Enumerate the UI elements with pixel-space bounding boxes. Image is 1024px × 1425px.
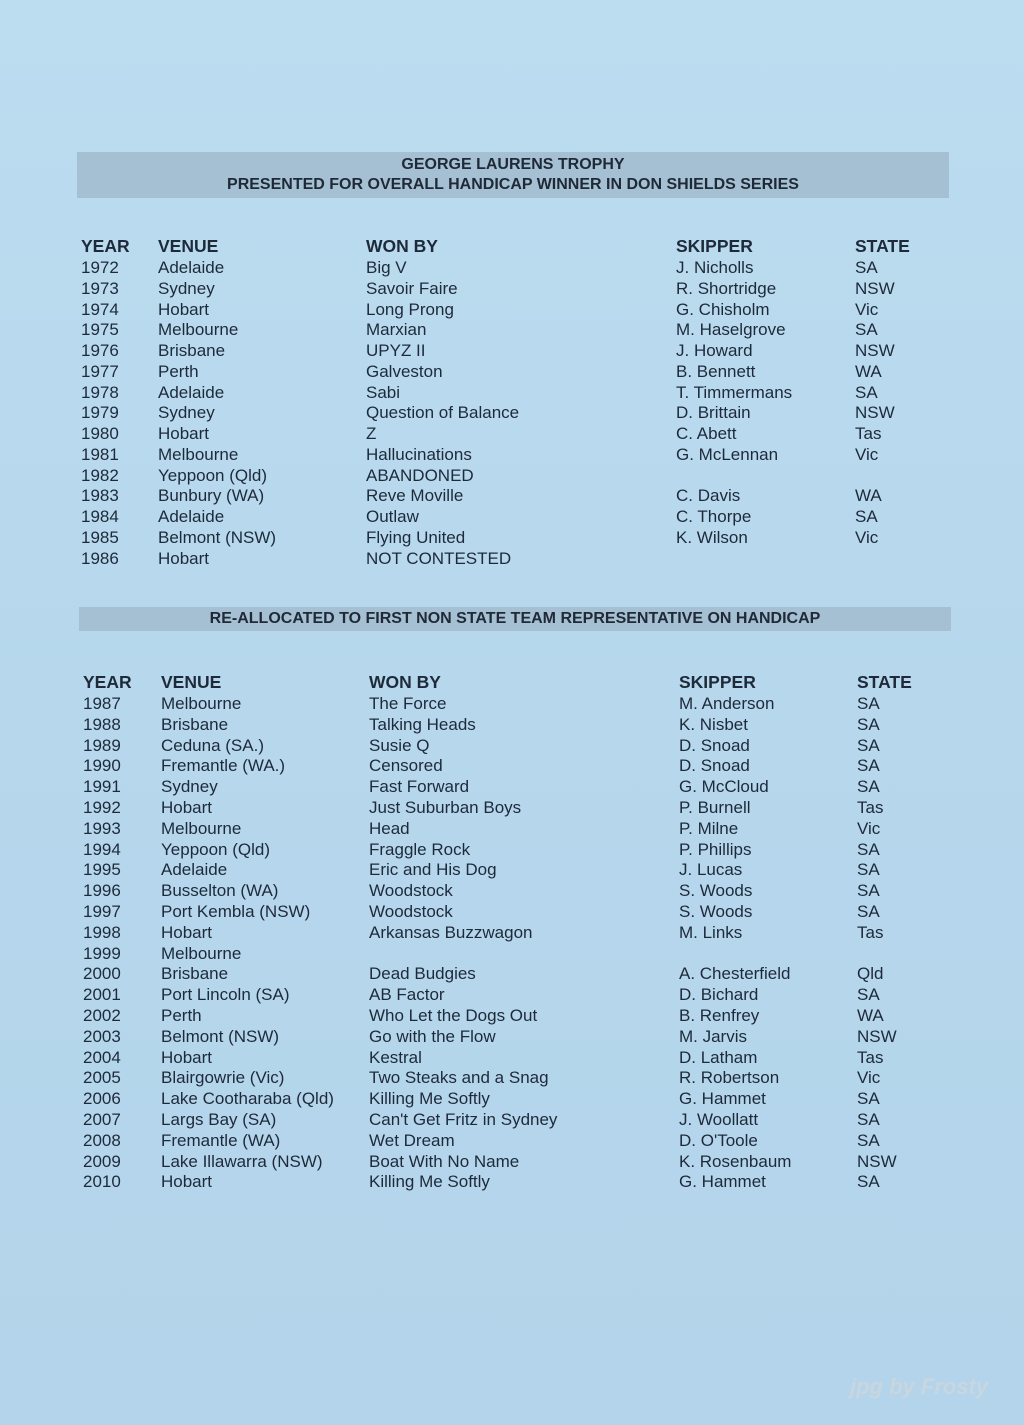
cell-won-by: The Force bbox=[369, 694, 447, 713]
table-row bbox=[0, 797, 1024, 818]
cell-skipper: M. Jarvis bbox=[679, 1026, 747, 1046]
cell-year: 1984 bbox=[81, 507, 119, 526]
cell-state: NSW bbox=[857, 1026, 897, 1046]
cell-venue: Melbourne bbox=[161, 694, 242, 713]
cell-venue: Hobart bbox=[161, 1172, 213, 1192]
cell-skipper: S. Woods bbox=[679, 902, 753, 921]
cell-skipper: T. Timmermans bbox=[676, 382, 793, 402]
cell-won-by: Z bbox=[366, 424, 377, 443]
table-row bbox=[0, 984, 1024, 1005]
table-row bbox=[0, 257, 1024, 278]
cell-year: 2009 bbox=[83, 1151, 121, 1171]
cell-year: 2003 bbox=[83, 1026, 121, 1046]
cell-won-by: Dead Budgies bbox=[369, 964, 476, 984]
cell-year: 2005 bbox=[83, 1068, 121, 1088]
table-row bbox=[0, 1130, 1024, 1151]
cell-won-by: Just Suburban Boys bbox=[369, 798, 522, 817]
cell-state: SA bbox=[857, 756, 880, 776]
cell-won-by: Two Steaks and a Snag bbox=[369, 1068, 549, 1088]
cell-state: SA bbox=[857, 1089, 880, 1109]
cell-state: SA bbox=[857, 777, 880, 797]
cell-skipper: B. Bennett bbox=[676, 361, 756, 381]
cell-venue: Belmont (NSW) bbox=[158, 527, 277, 547]
cell-year: 2001 bbox=[83, 985, 121, 1005]
cell-skipper: M. Links bbox=[679, 922, 743, 942]
table-row bbox=[0, 1151, 1024, 1172]
cell-skipper: D. Brittain bbox=[676, 403, 751, 423]
cell-venue: Brisbane bbox=[161, 964, 229, 984]
table-row bbox=[0, 839, 1024, 860]
cell-won-by: NOT CONTESTED bbox=[366, 548, 512, 568]
cell-won-by: Galveston bbox=[366, 361, 443, 381]
cell-state: Vic bbox=[855, 527, 879, 547]
section1-title-band bbox=[77, 152, 949, 198]
cell-venue: Adelaide bbox=[161, 860, 228, 880]
cell-skipper: J. Lucas bbox=[679, 860, 743, 880]
cell-state: Vic bbox=[855, 299, 879, 319]
cell-venue: Port Kembla (NSW) bbox=[161, 902, 311, 921]
cell-venue: Brisbane bbox=[161, 714, 229, 734]
cell-year: 1989 bbox=[83, 735, 121, 755]
cell-won-by: UPYZ II bbox=[366, 341, 426, 360]
cell-state: SA bbox=[857, 985, 880, 1005]
cell-state: Vic bbox=[857, 1068, 881, 1088]
cell-state: WA bbox=[855, 361, 882, 381]
table-row bbox=[0, 1088, 1024, 1109]
cell-skipper: R. Shortridge bbox=[676, 278, 777, 298]
cell-state: SA bbox=[857, 839, 880, 859]
table-row bbox=[0, 506, 1024, 527]
cell-year: 1993 bbox=[83, 818, 121, 838]
cell-year: 1974 bbox=[81, 299, 119, 319]
watermark: jpg by Frosty bbox=[850, 1374, 989, 1399]
cell-skipper: K. Wilson bbox=[676, 527, 748, 547]
cell-won-by: Who Let the Dogs Out bbox=[369, 1006, 538, 1025]
header-state: STATE bbox=[857, 672, 912, 692]
cell-year: 2006 bbox=[83, 1089, 121, 1109]
table-header bbox=[0, 672, 1024, 693]
cell-venue: Hobart bbox=[161, 798, 213, 817]
table-row bbox=[0, 382, 1024, 403]
cell-venue: Fremantle (WA) bbox=[161, 1130, 281, 1150]
cell-skipper: C. Abett bbox=[676, 424, 737, 443]
cell-skipper: D. O'Toole bbox=[679, 1130, 758, 1150]
cell-skipper: G. McCloud bbox=[679, 777, 769, 797]
cell-won-by: Fast Forward bbox=[369, 777, 470, 797]
cell-won-by: Marxian bbox=[366, 320, 427, 340]
cell-skipper: P. Milne bbox=[679, 818, 739, 838]
section2-title-band bbox=[79, 607, 951, 631]
cell-won-by: Wet Dream bbox=[369, 1130, 455, 1150]
cell-venue: Melbourne bbox=[158, 320, 239, 340]
table-row bbox=[0, 714, 1024, 735]
cell-state: SA bbox=[855, 258, 878, 277]
cell-state: SA bbox=[857, 735, 880, 755]
cell-won-by: Flying United bbox=[366, 527, 466, 547]
cell-skipper: B. Renfrey bbox=[679, 1006, 760, 1025]
cell-won-by: Savoir Faire bbox=[366, 278, 458, 298]
cell-skipper: R. Robertson bbox=[679, 1068, 780, 1088]
cell-state: SA bbox=[857, 860, 880, 880]
header-year: YEAR bbox=[81, 236, 130, 256]
cell-year: 1987 bbox=[83, 694, 121, 713]
cell-state: NSW bbox=[855, 278, 895, 298]
cell-state: Tas bbox=[857, 798, 884, 817]
cell-year: 1973 bbox=[81, 278, 119, 298]
cell-year: 1992 bbox=[83, 798, 121, 817]
cell-venue: Fremantle (WA.) bbox=[161, 756, 286, 776]
table-row bbox=[0, 943, 1024, 964]
header-won-by: WON BY bbox=[369, 672, 441, 692]
cell-venue: Melbourne bbox=[161, 943, 242, 963]
cell-state: SA bbox=[857, 1110, 880, 1129]
cell-year: 2004 bbox=[83, 1047, 121, 1067]
cell-venue: Perth bbox=[158, 361, 199, 381]
cell-state: SA bbox=[857, 1172, 880, 1192]
cell-venue: Melbourne bbox=[158, 444, 239, 464]
cell-state: NSW bbox=[855, 341, 895, 360]
header-skipper: SKIPPER bbox=[676, 236, 753, 256]
table-row bbox=[0, 963, 1024, 984]
cell-year: 2010 bbox=[83, 1172, 121, 1192]
cell-year: 1982 bbox=[81, 465, 119, 485]
cell-won-by: Go with the Flow bbox=[369, 1026, 496, 1046]
cell-year: 1988 bbox=[83, 714, 121, 734]
cell-won-by: Long Prong bbox=[366, 299, 454, 319]
cell-skipper: P. Burnell bbox=[679, 798, 751, 817]
cell-venue: Yeppoon (Qld) bbox=[158, 465, 268, 485]
cell-year: 2000 bbox=[83, 964, 121, 984]
cell-state: Tas bbox=[857, 1047, 884, 1067]
cell-skipper: G. Hammet bbox=[679, 1089, 766, 1109]
cell-skipper: D. Snoad bbox=[679, 756, 750, 776]
cell-skipper: K. Nisbet bbox=[679, 714, 748, 734]
cell-skipper: K. Rosenbaum bbox=[679, 1151, 792, 1171]
cell-skipper: J. Woollatt bbox=[679, 1110, 759, 1129]
cell-state: Tas bbox=[857, 922, 884, 942]
cell-won-by: Killing Me Softly bbox=[369, 1172, 490, 1192]
table-row bbox=[0, 423, 1024, 444]
table-row bbox=[0, 755, 1024, 776]
cell-venue: Sydney bbox=[161, 777, 218, 797]
cell-year: 1972 bbox=[81, 258, 119, 277]
cell-venue: Busselton (WA) bbox=[161, 881, 279, 901]
header-skipper: SKIPPER bbox=[679, 672, 756, 692]
cell-won-by: Woodstock bbox=[369, 881, 453, 901]
cell-won-by: Killing Me Softly bbox=[369, 1089, 490, 1109]
cell-won-by: Boat With No Name bbox=[369, 1151, 520, 1171]
table-row bbox=[0, 361, 1024, 382]
cell-year: 2008 bbox=[83, 1130, 121, 1150]
cell-venue: Adelaide bbox=[158, 258, 225, 277]
section1-title: GEORGE LAURENS TROPHY bbox=[401, 156, 625, 173]
header-year: YEAR bbox=[83, 672, 132, 692]
table-header bbox=[0, 236, 1024, 257]
cell-venue: Adelaide bbox=[158, 382, 225, 402]
cell-state: WA bbox=[855, 486, 882, 506]
cell-year: 1998 bbox=[83, 922, 121, 942]
cell-state: NSW bbox=[857, 1151, 897, 1171]
cell-venue: Melbourne bbox=[161, 818, 242, 838]
cell-state: SA bbox=[857, 881, 880, 901]
cell-won-by: Fraggle Rock bbox=[369, 839, 471, 859]
cell-won-by: Sabi bbox=[366, 382, 401, 402]
cell-year: 1996 bbox=[83, 881, 121, 901]
cell-state: SA bbox=[857, 714, 880, 734]
cell-state: SA bbox=[855, 320, 878, 340]
header-state: STATE bbox=[855, 236, 910, 256]
cell-venue: Hobart bbox=[161, 922, 213, 942]
cell-won-by: Eric and His Dog bbox=[369, 860, 497, 880]
cell-year: 2002 bbox=[83, 1006, 121, 1025]
cell-venue: Belmont (NSW) bbox=[161, 1026, 280, 1046]
cell-state: Vic bbox=[857, 818, 881, 838]
cell-year: 1990 bbox=[83, 756, 121, 776]
cell-year: 1976 bbox=[81, 341, 119, 360]
cell-skipper: G. Chisholm bbox=[676, 299, 770, 319]
table-row bbox=[0, 1171, 1024, 1192]
cell-year: 1997 bbox=[83, 902, 121, 921]
cell-won-by: Reve Moville bbox=[366, 486, 464, 506]
cell-skipper: G. McLennan bbox=[676, 444, 779, 464]
cell-venue: Blairgowrie (Vic) bbox=[161, 1068, 285, 1088]
cell-won-by: AB Factor bbox=[369, 985, 445, 1005]
cell-skipper: D. Snoad bbox=[679, 735, 750, 755]
cell-state: WA bbox=[857, 1006, 884, 1025]
cell-state: SA bbox=[857, 1130, 880, 1150]
cell-skipper: J. Nicholls bbox=[676, 258, 754, 277]
cell-won-by: Woodstock bbox=[369, 902, 453, 921]
cell-venue: Port Lincoln (SA) bbox=[161, 985, 290, 1005]
cell-venue: Hobart bbox=[161, 1047, 213, 1067]
table-row bbox=[0, 319, 1024, 340]
cell-venue: Largs Bay (SA) bbox=[161, 1110, 277, 1129]
cell-year: 1979 bbox=[81, 403, 119, 423]
cell-state: SA bbox=[857, 902, 880, 921]
cell-venue: Hobart bbox=[158, 548, 210, 568]
cell-skipper: M. Anderson bbox=[679, 694, 775, 713]
cell-state: SA bbox=[857, 694, 880, 713]
cell-venue: Perth bbox=[161, 1006, 202, 1025]
table-row bbox=[0, 1026, 1024, 1047]
cell-year: 1991 bbox=[83, 777, 121, 797]
cell-year: 1981 bbox=[81, 444, 119, 464]
cell-year: 2007 bbox=[83, 1110, 121, 1129]
cell-venue: Hobart bbox=[158, 299, 210, 319]
table-row bbox=[0, 465, 1024, 486]
cell-won-by: ABANDONED bbox=[366, 465, 474, 485]
cell-venue: Sydney bbox=[158, 278, 215, 298]
table-row bbox=[0, 1109, 1024, 1130]
table-row bbox=[0, 402, 1024, 423]
cell-skipper: G. Hammet bbox=[679, 1172, 766, 1192]
cell-won-by: Head bbox=[369, 818, 410, 838]
section1-subtitle: PRESENTED FOR OVERALL HANDICAP WINNER IN DON SHIELDS SERIES bbox=[227, 176, 799, 193]
cell-skipper: A. Chesterfield bbox=[679, 964, 791, 984]
cell-skipper: D. Latham bbox=[679, 1047, 758, 1067]
table-row bbox=[0, 1047, 1024, 1068]
cell-won-by: Talking Heads bbox=[369, 714, 476, 734]
cell-won-by: Arkansas Buzzwagon bbox=[369, 922, 533, 942]
table-row bbox=[0, 485, 1024, 506]
table-row bbox=[0, 880, 1024, 901]
table-row bbox=[0, 1005, 1024, 1026]
cell-won-by: Big V bbox=[366, 258, 407, 277]
cell-venue: Brisbane bbox=[158, 341, 226, 360]
cell-year: 1978 bbox=[81, 382, 119, 402]
cell-skipper: P. Phillips bbox=[679, 839, 752, 859]
cell-skipper: C. Davis bbox=[676, 486, 741, 506]
cell-year: 1985 bbox=[81, 527, 119, 547]
cell-skipper: C. Thorpe bbox=[676, 507, 752, 526]
cell-venue: Hobart bbox=[158, 424, 210, 443]
cell-year: 1980 bbox=[81, 424, 119, 443]
cell-year: 1977 bbox=[81, 361, 119, 381]
table-row bbox=[0, 735, 1024, 756]
cell-year: 1975 bbox=[81, 320, 119, 340]
table-row bbox=[0, 776, 1024, 797]
cell-venue: Bunbury (WA) bbox=[158, 486, 265, 506]
cell-year: 1995 bbox=[83, 860, 121, 880]
cell-skipper: D. Bichard bbox=[679, 985, 759, 1005]
cell-year: 1999 bbox=[83, 943, 121, 963]
cell-venue: Sydney bbox=[158, 403, 215, 423]
table-row bbox=[0, 901, 1024, 922]
cell-won-by: Can't Get Fritz in Sydney bbox=[369, 1110, 558, 1129]
table-row bbox=[0, 299, 1024, 320]
cell-year: 1994 bbox=[83, 839, 121, 859]
cell-skipper: J. Howard bbox=[676, 341, 753, 360]
cell-won-by: Susie Q bbox=[369, 735, 430, 755]
cell-won-by: Censored bbox=[369, 756, 443, 776]
table-row bbox=[0, 278, 1024, 299]
cell-state: NSW bbox=[855, 403, 895, 423]
table-row bbox=[0, 444, 1024, 465]
cell-venue: Lake Cootharaba (Qld) bbox=[161, 1089, 334, 1109]
header-venue: VENUE bbox=[158, 236, 219, 256]
cell-won-by: Hallucinations bbox=[366, 444, 472, 464]
cell-venue: Adelaide bbox=[158, 507, 225, 526]
table-row bbox=[0, 859, 1024, 880]
cell-year: 1986 bbox=[81, 548, 119, 568]
cell-skipper: M. Haselgrove bbox=[676, 320, 786, 340]
cell-state: Vic bbox=[855, 444, 879, 464]
cell-skipper: S. Woods bbox=[679, 881, 753, 901]
cell-venue: Yeppoon (Qld) bbox=[161, 839, 271, 859]
cell-state: SA bbox=[855, 507, 878, 526]
table-row bbox=[0, 548, 1024, 569]
cell-state: SA bbox=[855, 382, 878, 402]
header-won-by: WON BY bbox=[366, 236, 438, 256]
cell-year: 1983 bbox=[81, 486, 119, 506]
table-row bbox=[0, 527, 1024, 548]
cell-won-by: Outlaw bbox=[366, 507, 419, 526]
table-row bbox=[0, 693, 1024, 714]
table-row bbox=[0, 818, 1024, 839]
header-venue: VENUE bbox=[161, 672, 222, 692]
table-row bbox=[0, 340, 1024, 361]
section2-title: RE-ALLOCATED TO FIRST NON STATE TEAM REPRESENTATIVE ON HANDICAP bbox=[209, 610, 821, 627]
cell-venue: Lake Illawarra (NSW) bbox=[161, 1151, 323, 1171]
cell-won-by: Question of Balance bbox=[366, 403, 520, 423]
table-row bbox=[0, 1067, 1024, 1088]
cell-venue: Ceduna (SA.) bbox=[161, 735, 264, 755]
cell-state: Qld bbox=[857, 964, 884, 984]
table-row bbox=[0, 922, 1024, 943]
cell-state: Tas bbox=[855, 424, 882, 443]
cell-won-by: Kestral bbox=[369, 1047, 422, 1067]
